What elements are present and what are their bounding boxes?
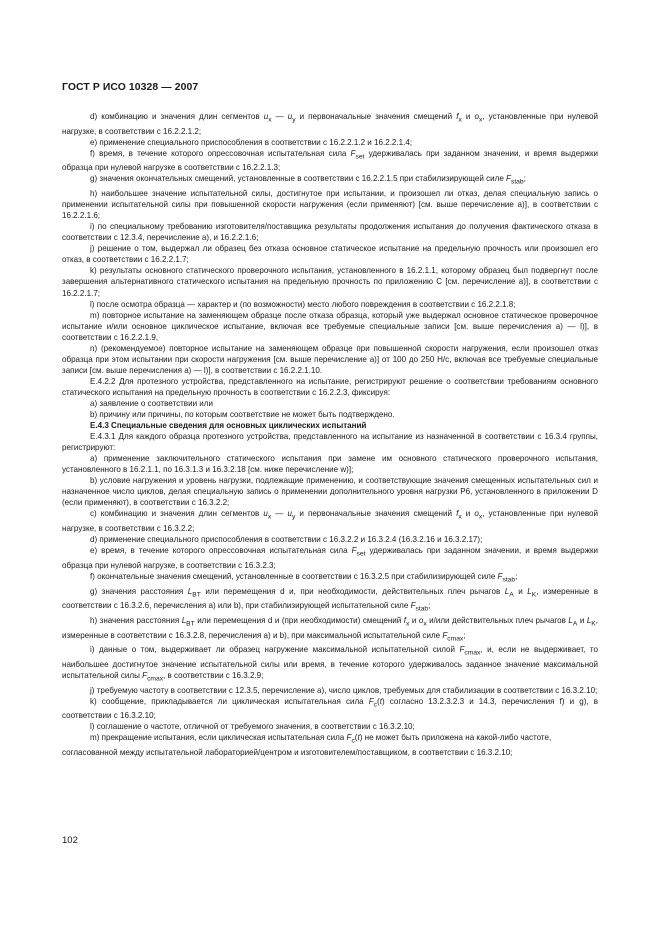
paragraph: j) решение о том, выдержал ли образец без отказа основное статическое испытание на предельную прочность или произошел его отказ, в соответствии с 16.2.2.1.7; — [62, 244, 598, 265]
paragraph: а) заявление о соответствии или — [90, 399, 213, 408]
paragraph: m) прекращение испытания, если циклическая испытательная сила $F_c(t)$ не может быть приложена на какой-либо частоте, согласованной между испытательной лабораторией/центром и изготовителем/поставщиком, в соответствии с 16.3.2.10; — [62, 733, 552, 758]
paragraph: d) применение специального приспособления в соответствии с 16.3.2.2 и 16.3.2.4 (16.3.2.16 и 16.3.2.17); — [90, 535, 483, 545]
paragraph: n) (рекомендуемое) повторное испытание на заменяющем образце при повышенной скорости нагружения, если произошел отказ образца при этом испытании при скорости нагружения [см. выше перечисление а)] от 100 до 250 Н/с, включая все требуемые специальные записи [см. выше перечисления а) — l)], в соответствии с 16.2.2.1.10. — [62, 343, 598, 375]
paragraph: k) результаты основного статического проверочного испытания, установленного в 16.2.1.1, которому образец был подвергнут после завершения альтернативного статического испытания на предельную прочность по приложению С [см. перечисление а)], в соответствии с 16.2.2.1.7; — [62, 266, 598, 298]
paragraph: а) применение заключительного статического испытания при замене им основного статического проверочного испытания, установленного в 16.2.1.1, по 16.3.1.3 и 16.3.2.18 [см. ниже перечисление w)]; — [62, 454, 598, 475]
paragraph: b) условие нагружения и уровень нагрузки, подлежащие применению, и соответствующие значения смещенных испытательных сил и назначенное число циклов, делая специальную запись о применении дополнительного уровня нагрузки Р6, установленного в приложении D (если применяют), в соответствии с 16.3.2.2; — [62, 476, 598, 508]
paragraph: h) значения расстояния $L_{BT}$ или перемещения d и (при необходимости) смещений $f_x$ и $o_x$ и/или действительных плеч рычагов $L_A$ и $L_K$, измеренные в соответствии с 16.3.2.8, перечисления а) и b), при максимальной испытательной силе $F_{cmax}$; — [62, 615, 599, 643]
document-body — [62, 111, 598, 758]
paragraph: b) причину или причины, по которым соответствие не может быть подтверждено. — [90, 410, 395, 420]
paragraph: h) наибольшее значение испытательной силы, достигнутое при испытании, и произошел ли отказ, делая специальную запись о применении испытательной силы при повышенной скорости нагружения (если применяют) [см. выше перечисление а)], в соответствии с 16.2.2.1.6; — [62, 189, 598, 221]
paragraph: g) значения окончательных смещений, установленные в соответствии с 16.2.2.1.5 при стабилизирующей силе $F_{stab}$; — [90, 174, 526, 187]
paragraph: l) соглашение о частоте, отличной от требуемого значения, в соответствии с 16.3.2.10; — [90, 722, 415, 732]
paragraph: Е.4.3.1 Для каждого образца протезного устройства, представленного на испытание из назначенной в соответствии с 16.3.4 группы, регистрируют: — [62, 432, 598, 453]
page-number: 102 — [62, 835, 78, 846]
paragraph: d) комбинацию и значения длин сегментов $u_x$ — $u_y$ и первоначальные значения смещений $f_x$ и $o_x$, установленные при нулевой нагрузке, в соответствии с 16.2.2.1.2; — [62, 112, 599, 136]
paragraph: m) повторное испытание на заменяющем образце после отказа образца, который уже выдержал основное статическое проверочное испытание и/или основное циклическое испытание, включая все требуемые специальные записи [см. выше перечисления а) — l)], в соответствии с 16.2.2.1.9, — [62, 310, 598, 342]
paragraph: g) значения расстояния $L_{BT}$ или перемещения d и, при необходимости, действительных плеч рычагов $L_A$ и $L_K$, измеренные в соответствии с 16.3.2.6, перечисления а) или b), при стабилизирующей испытательной силе $F_{stab}$; — [62, 586, 599, 613]
paragraph: f) время, в течение которого опрессовочная испытательная сила $F_{set}$ удерживалась при заданном значении, и время выдержки образца при нулевой нагрузке в соответствии с 16.2.2.1.3; — [62, 148, 598, 173]
paragraph: c) комбинацию и значения длин сегментов $u_x$ — $u_y$ и первоначальные значения смещений $f_x$ и $o_x$, установленные при нулевой нагрузке, в соответствии с 16.3.2.2; — [62, 509, 598, 534]
document-header: ГОСТ Р ИСО 10328 — 2007 — [62, 82, 199, 93]
paragraph: f) окончательные значения смещений, установленные в соответствии с 16.3.2.5 при стабилизирующей силе $F_{stab}$; — [90, 571, 518, 584]
paragraph: j) требуемую частоту в соответствии с 12.3.5, перечисление а), число циклов, требуемых для стабилизации в соответствии с 16.3.2.10; — [90, 685, 598, 695]
paragraph: l) после осмотра образца — характер и (по возможности) место любого повреждения в соответствии с 16.2.2.1.8; — [90, 299, 516, 309]
paragraph: k) сообщение, прикладывается ли циклическая испытательная сила $F_c(t)$ согласно 13.2.3.2.3 и 14.3, перечисления f) и g), в соответствии с 16.3.2.10; — [62, 696, 599, 721]
paragraph: i) данные о том, выдерживает ли образец нагружение максимальной испытательной силой $F_{cmax}$, и, если не выдерживает, то наибольшее достигнутое значение испытательной силы или время, в течение которого удерживалось заданное значение максимальной испытательной силы $F_{cmax}$, в соответствии с 16.3.2.9; — [62, 645, 598, 683]
paragraph: Е.4.2.2 Для протезного устройства, представленного на испытание, регистрируют решение о соответствии требованиям основного статического испытания на предельную прочность в соответствии с 16.2.2.3, фиксируя: — [62, 376, 598, 397]
paragraph: e) применение специального приспособления в соответствии с 16.2.2.1.2 и 16.2.2.1.4; — [90, 137, 413, 147]
paragraph: e) время, в течение которого опрессовочная испытательная сила $F_{set}$ удерживалась при заданном значении, и время выдержки образца при нулевой нагрузке, в соответствии с 16.3.2.3; — [62, 546, 598, 570]
paragraph: i) по специальному требованию изготовителя/поставщика результаты продолжения испытания до получения фактического отказа в соответствии с 12.3.4, перечисление а), и 16.2.2.1.6; — [62, 222, 598, 243]
section-heading: Е.4.3 Специальные сведения для основных циклических испытаний — [90, 421, 367, 431]
